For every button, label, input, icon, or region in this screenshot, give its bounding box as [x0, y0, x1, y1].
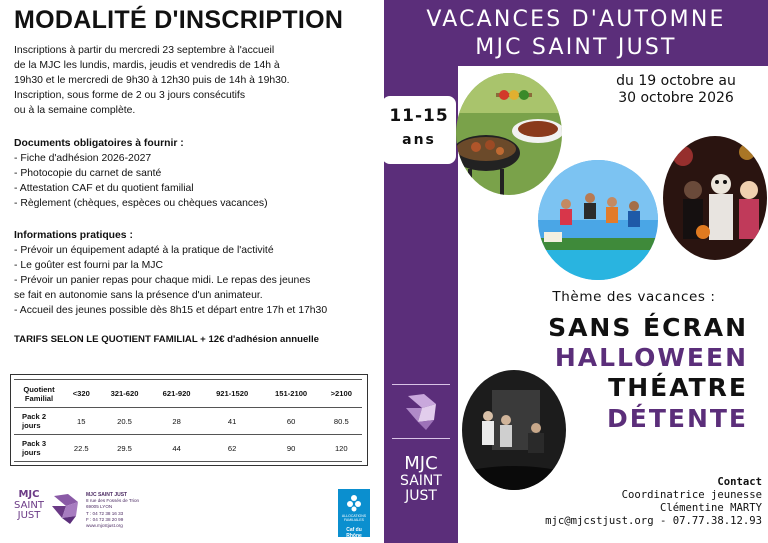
intro-line: de la MJC les lundis, mardis, jeudis et vendredis de 14h à — [14, 60, 280, 71]
table-column-header: <320 — [64, 380, 98, 408]
theme-item: SANS ÉCRAN — [548, 313, 748, 342]
documents-item: - Fiche d'adhésion 2026-2027 — [14, 153, 152, 164]
caf-line: ALLOCATIONS — [341, 514, 367, 518]
practical-heading: Informations pratiques : — [14, 230, 133, 241]
intro-line: 19h30 et le mercredi de 9h30 à 12h30 puis de 14h à 19h30. — [14, 75, 290, 86]
contact-line: Clémentine MARTY — [659, 502, 762, 514]
age-range: 11-15 — [389, 106, 449, 126]
logo-word: JUST — [405, 488, 437, 504]
logo-word: SAINT — [14, 499, 44, 511]
halloween-party-photo — [663, 136, 767, 260]
mjc-name-title: MJC SAINT JUST — [475, 35, 677, 60]
table-cell: 22.5 — [64, 435, 98, 462]
address-line: 69005 LYON — [86, 504, 113, 510]
caf-logo — [338, 489, 370, 537]
theme-item: HALLOWEEN — [554, 343, 748, 372]
practical-item: - Le goûter est fourni par la MJC — [14, 260, 164, 271]
table-corner-cell: Quotient Familial — [14, 380, 64, 408]
intro-line: Inscriptions à partir du mercredi 23 septembre à l'accueil — [14, 45, 275, 56]
age-unit: ans — [402, 132, 436, 148]
table-cell: 62 — [203, 435, 262, 462]
logo-word: MJC — [18, 489, 40, 500]
documents-item: - Attestation CAF et du quotient familial — [14, 183, 194, 194]
contact-line: Coordinatrice jeunesse — [621, 489, 762, 501]
mjc-emblem-icon — [50, 492, 82, 526]
contact-block — [544, 476, 762, 528]
mjc-logo-small-text — [14, 490, 44, 522]
mjc-logo-large-text — [392, 454, 450, 504]
table-cell: 60 — [262, 408, 321, 435]
caf-text — [338, 514, 370, 522]
table-column-header: 151-2100 — [262, 380, 321, 408]
logo-word: MJC — [404, 453, 438, 474]
mjc-logo-large — [392, 384, 450, 524]
theme-item: DÉTENTE — [606, 404, 748, 433]
table-cell: 29.5 — [98, 435, 150, 462]
table-cell: 20.5 — [98, 408, 150, 435]
age-badge — [382, 96, 456, 164]
table-row-label: Pack 3 jours — [14, 435, 64, 462]
table-cell: 120 — [321, 435, 362, 462]
theme-label: Thème des vacances : — [552, 289, 716, 305]
practical-section — [14, 228, 380, 318]
contact-line: mjc@mjcstjust.org - 07.77.38.12.93 — [545, 515, 762, 527]
logo-word: SAINT — [400, 473, 442, 489]
table-column-header: 921-1520 — [203, 380, 262, 408]
pool-jump-photo — [538, 160, 658, 280]
barbecue-photo — [456, 73, 562, 195]
table-cell: 15 — [64, 408, 98, 435]
table-column-header: 621-920 — [151, 380, 203, 408]
table-cell: 41 — [203, 408, 262, 435]
table-cell: 80.5 — [321, 408, 362, 435]
logo-word: JUST — [17, 510, 41, 521]
table-column-header: 321-620 — [98, 380, 150, 408]
table-cell: 44 — [151, 435, 203, 462]
address-line: www.mjcstjust.org — [86, 523, 123, 529]
documents-item: - Photocopie du carnet de santé — [14, 168, 162, 179]
holiday-dates — [590, 73, 762, 107]
table-row-label: Pack 2 jours — [14, 408, 64, 435]
caf-line: FAMILIALES — [343, 518, 365, 522]
intro-line: Inscription, sous forme de 2 ou 3 jours consécutifs — [14, 90, 246, 101]
practical-item: se fait en autonomie sans la présence d'un animateur. — [14, 290, 263, 301]
contact-heading: Contact — [717, 476, 762, 488]
address-line: 8 rue des Fossés de Trion — [86, 498, 140, 504]
rates-table — [14, 379, 362, 462]
theme-item: THÉATRE — [608, 373, 748, 402]
practical-item: - Prévoir un panier repas pour chaque midi. Le repas des jeunes — [14, 275, 311, 286]
table-row — [14, 408, 362, 435]
documents-item: - Règlement (chèques, espèces ou chèques vacances) — [14, 198, 268, 209]
intro-line: ou à la semaine complète. — [14, 105, 136, 116]
caf-name: Caf du Rhône — [346, 527, 362, 539]
address-line: T : 04 72 38 16 33 — [86, 510, 124, 516]
table-header-row — [14, 380, 362, 408]
practical-item: - Prévoir un équipement adapté à la pratique de l'activité — [14, 245, 274, 256]
documents-heading: Documents obligatoires à fournir : — [14, 138, 184, 149]
registration-intro — [14, 43, 380, 118]
mjc-emblem-icon — [404, 392, 440, 432]
theatre-photo — [462, 370, 566, 490]
table-row — [14, 435, 362, 462]
address-line: MJC SAINT JUST — [86, 492, 128, 498]
mjc-address — [86, 492, 186, 529]
tarifs-heading: TARIFS SELON LE QUOTIENT FAMILIAL + 12€ d'adhésion annuelle — [14, 334, 319, 345]
documents-section — [14, 136, 380, 211]
table-cell: 28 — [151, 408, 203, 435]
address-line: F : 04 72 38 20 99 — [86, 516, 124, 522]
mjc-logo-small — [14, 490, 44, 534]
holiday-title: VACANCES D'AUTOMNE — [426, 7, 726, 32]
caf-emblem-icon — [346, 494, 362, 512]
date-line: 30 octobre 2026 — [618, 90, 734, 106]
date-line: du 19 octobre au — [616, 73, 736, 89]
divider — [392, 438, 450, 439]
registration-title: MODALITÉ D'INSCRIPTION — [14, 6, 344, 34]
table-column-header: >2100 — [321, 380, 362, 408]
divider — [392, 384, 450, 385]
practical-item: - Accueil des jeunes possible dès 8h15 et départ entre 17h et 17h30 — [14, 305, 328, 316]
table-cell: 90 — [262, 435, 321, 462]
right-page — [384, 0, 768, 543]
